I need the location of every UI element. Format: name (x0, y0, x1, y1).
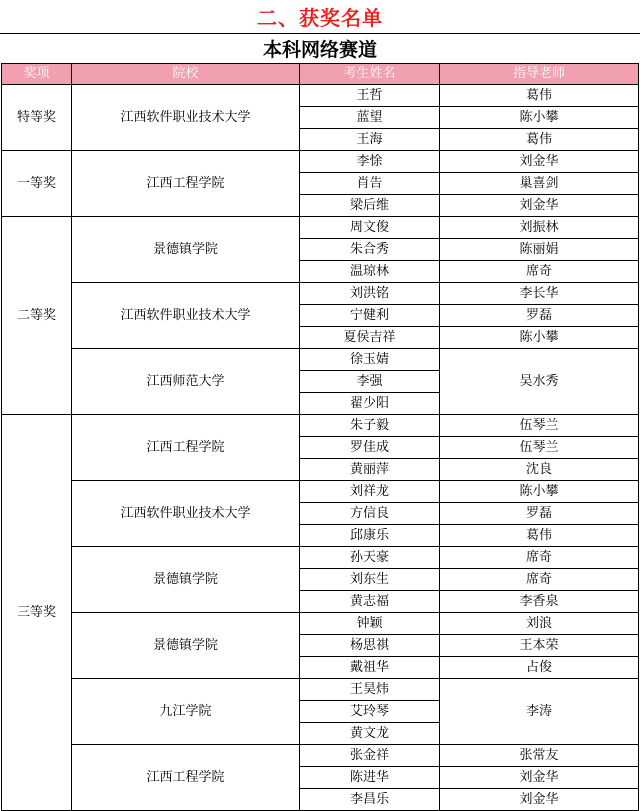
teacher-cell: 席奇 (440, 547, 639, 569)
student-cell: 刘东生 (300, 569, 440, 591)
teacher-cell: 张常友 (440, 745, 639, 767)
table-row (2, 349, 639, 371)
student-cell: 钟颖 (300, 613, 440, 635)
student-cell: 徐玉婧 (300, 349, 440, 371)
student-cell: 杨思祺 (300, 635, 440, 657)
table-subtitle: 本科网络赛道 (262, 38, 377, 61)
student-cell: 宁健利 (300, 305, 440, 327)
student-cell: 张金祥 (300, 745, 440, 767)
student-cell: 黄丽萍 (300, 459, 440, 481)
student-cell: 方信良 (300, 503, 440, 525)
student-cell: 陈进华 (300, 767, 440, 789)
student-cell: 夏侯吉祥 (300, 327, 440, 349)
teacher-cell: 李长华 (440, 283, 639, 305)
table-row (2, 217, 639, 239)
school-cell: 江西工程学院 (72, 415, 300, 481)
award-cell: 一等奖 (2, 151, 72, 217)
teacher-cell: 刘振林 (440, 217, 639, 239)
award-cell: 二等奖 (2, 217, 72, 415)
table-row (2, 745, 639, 767)
student-cell: 周文俊 (300, 217, 440, 239)
teacher-cell: 罗磊 (440, 305, 639, 327)
school-cell: 江西师范大学 (72, 349, 300, 415)
teacher-cell: 刘金华 (440, 767, 639, 789)
award-cell: 三等奖 (2, 415, 72, 811)
student-cell: 邱康乐 (300, 525, 440, 547)
table-row (2, 151, 639, 173)
teacher-cell: 罗磊 (440, 503, 639, 525)
table-row (2, 613, 639, 635)
header-school: 院校 (72, 64, 300, 85)
table-row (2, 679, 639, 701)
table-row (2, 283, 639, 305)
student-cell: 罗佳成 (300, 437, 440, 459)
student-cell: 翟少阳 (300, 393, 440, 415)
school-cell: 江西工程学院 (72, 151, 300, 217)
teacher-cell: 王本荣 (440, 635, 639, 657)
student-cell: 温琼林 (300, 261, 440, 283)
student-cell: 刘洪铭 (300, 283, 440, 305)
student-cell: 刘祥龙 (300, 481, 440, 503)
student-cell: 黄志福 (300, 591, 440, 613)
school-cell: 景德镇学院 (72, 613, 300, 679)
student-cell: 肖告 (300, 173, 440, 195)
student-cell: 朱合秀 (300, 239, 440, 261)
teacher-cell: 陈小攀 (440, 107, 639, 129)
student-cell: 孙天豪 (300, 547, 440, 569)
teacher-cell: 陈丽娟 (440, 239, 639, 261)
teacher-cell: 刘金华 (440, 151, 639, 173)
student-cell: 艾玲琴 (300, 701, 440, 723)
teacher-cell: 葛伟 (440, 85, 639, 107)
student-cell: 黄文龙 (300, 723, 440, 745)
teacher-cell: 吴水秀 (440, 349, 639, 415)
student-cell: 王海 (300, 129, 440, 151)
teacher-cell: 刘金华 (440, 195, 639, 217)
table-row (2, 85, 639, 107)
student-cell: 李悇 (300, 151, 440, 173)
school-cell: 江西软件职业技术大学 (72, 85, 300, 151)
student-cell: 王哲 (300, 85, 440, 107)
teacher-cell: 李涛 (440, 679, 639, 745)
student-cell: 李强 (300, 371, 440, 393)
teacher-cell: 席奇 (440, 261, 639, 283)
header-student: 考生姓名 (300, 64, 440, 85)
header-award: 奖项 (2, 64, 72, 85)
school-cell: 江西软件职业技术大学 (72, 481, 300, 547)
student-cell: 朱子毅 (300, 415, 440, 437)
student-cell: 梁后维 (300, 195, 440, 217)
teacher-cell: 刘浪 (440, 613, 639, 635)
teacher-cell: 巢喜剑 (440, 173, 639, 195)
student-cell: 戴祖华 (300, 657, 440, 679)
teacher-cell: 伍琴兰 (440, 415, 639, 437)
table-row (2, 415, 639, 437)
table-row (2, 547, 639, 569)
award-table (1, 63, 639, 811)
teacher-cell: 占俊 (440, 657, 639, 679)
teacher-cell: 葛伟 (440, 129, 639, 151)
teacher-cell: 葛伟 (440, 525, 639, 547)
student-cell: 王昊炜 (300, 679, 440, 701)
teacher-cell: 李香泉 (440, 591, 639, 613)
teacher-cell: 席奇 (440, 569, 639, 591)
teacher-cell: 陈小攀 (440, 481, 639, 503)
table-header-row (2, 64, 639, 85)
section-title: 二、获奖名单 (257, 6, 383, 30)
school-cell: 九江学院 (72, 679, 300, 745)
student-cell: 蓝望 (300, 107, 440, 129)
teacher-cell: 沈良 (440, 459, 639, 481)
school-cell: 江西工程学院 (72, 745, 300, 811)
teacher-cell: 刘金华 (440, 789, 639, 811)
table-row (2, 481, 639, 503)
school-cell: 江西软件职业技术大学 (72, 283, 300, 349)
award-cell: 特等奖 (2, 85, 72, 151)
teacher-cell: 陈小攀 (440, 327, 639, 349)
table-body (2, 85, 639, 811)
student-cell: 李昌乐 (300, 789, 440, 811)
teacher-cell: 伍琴兰 (440, 437, 639, 459)
school-cell: 景德镇学院 (72, 217, 300, 283)
school-cell: 景德镇学院 (72, 547, 300, 613)
header-teacher: 指导老师 (440, 64, 639, 85)
